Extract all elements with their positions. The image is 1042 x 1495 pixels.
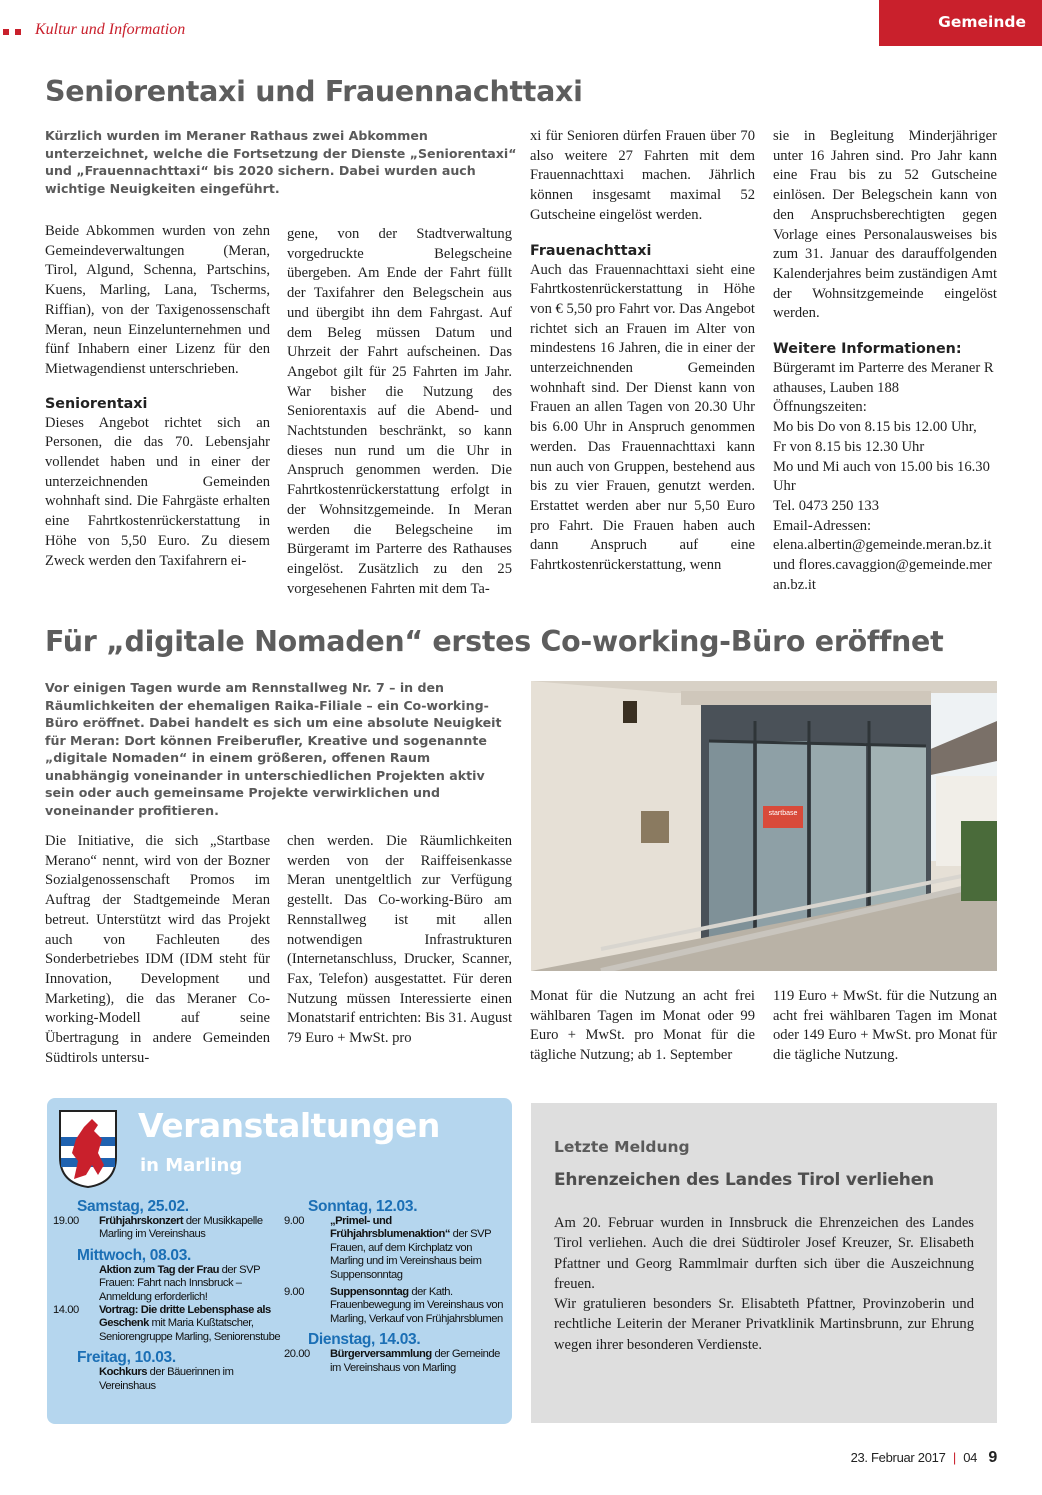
paragraph: xi für Senioren dürfen Frauen über 70 also weitere 27 Fahrten mit dem Frauennachttaxi machen. Jährlich können insgesamt maximal 52 Gutscheine eingelöst werden. <box>530 128 755 223</box>
footer-divider: | <box>952 1450 956 1465</box>
paragraph: Die Initiative, die sich „Startbase Merano“ nennt, wird von der Bozner Sozialgenossenschaft Promos im Auftrag der Stadtgemeinde Meran betreut. Unterstützt wird das Projekt auch von Fachleuten des Sonderbetriebes IDM (IDM steht für Innovation, Development und Marketing), die das Meraner Co-working-Modell auf seine Übertragung in andere Gemeinden Südtirols untersu- <box>45 833 270 1066</box>
article-column-1 <box>45 222 270 571</box>
info-block <box>773 359 997 595</box>
square-icon <box>15 29 21 35</box>
paragraph: chen werden. Die Räumlichkeiten werden von der Raiffeisenkasse Meran unentgeltlich zur Verfügung gestellt. Das Co-working-Büro am Rennstallweg ist mit allen notwendigen Infrastrukturen (Internetanschluss, Drucker, Scanner, Fax, Telefon) ausgestattet. Für deren Nutzung müssen Interessierte einen Monatstarif entrichten: Bis 31. August 79 Euro + MwSt. pro <box>287 833 512 1047</box>
page-number: 9 <box>988 1449 997 1466</box>
event-day: Sonntag, 12.03. <box>308 1198 418 1215</box>
events-subtitle: in Marling <box>140 1155 243 1176</box>
info-line: Öffnungszeiten: <box>773 399 867 416</box>
event-day: Mittwoch, 08.03. <box>77 1246 192 1264</box>
event-day: Freitag, 10.03. <box>77 1349 176 1367</box>
building-photo-illustration <box>531 681 997 971</box>
paragraph: 119 Euro + MwSt. für die Nutzung an acht frei wählbaren Tagen im Monat oder 149 Euro + MwSt. pro Monat für die tägliche Nutzung. <box>773 988 997 1064</box>
issue-date: 23. Februar 2017 <box>850 1450 946 1465</box>
event-list-left <box>53 1198 281 1393</box>
paragraph: Dieses Angebot richtet sich an Personen, die das 70. Lebensjahr vollendet haben und in einer der unterzeichnenden Gemeinden wohnhaft sind. Die Fahrgäste erhalten eine Fahrtkostenrückerstattung in Höhe von 5,50 Euro. Zu diesem Zweck werden den Taxifahrern ei- <box>45 414 270 569</box>
news-box <box>531 1103 997 1423</box>
article-column-3 <box>530 127 755 576</box>
article-title: Seniorentaxi und Frauennachttaxi <box>45 75 583 108</box>
article-column-2 <box>287 225 512 599</box>
info-line: Email-Adressen: <box>773 517 872 534</box>
article-column-1 <box>45 127 521 197</box>
event-item: Aktion zum Tag der Frau der SVP Frauen: Fahrt nach Innsbruck – Anmeldung erforderlich! <box>99 1263 260 1303</box>
paragraph: Wir gratulieren besonders Sr. Elisabteth Pfattner, Provinzoberin und rechtliche Leiterin der Meraner Privatklinik Martinsbrunn, zur Ehrung wegen ihrer besonderen Verdienste. <box>554 1296 974 1353</box>
event-list-right <box>284 1198 506 1375</box>
event-item: 19.00 Frühjahrskonzert der Musikkapelle Marling im Vereinshaus <box>53 1215 263 1241</box>
subheading: Weitere Informationen: <box>773 341 962 358</box>
article-column-4 <box>773 987 997 1066</box>
event-day: Dienstag, 14.03. <box>308 1331 421 1349</box>
issue-number: 04 <box>963 1450 978 1465</box>
page-footer <box>851 1449 997 1467</box>
section-label: Kultur und Information <box>35 21 186 38</box>
news-title: Ehrenzeichen des Landes Tirol verliehen <box>554 1170 934 1190</box>
info-line: Fr von 8.15 bis 12.30 Uhr <box>773 438 925 455</box>
header-bar <box>0 20 870 44</box>
article-title: Für „digitale Nomaden“ erstes Co-working-Büro eröffnet <box>45 625 944 658</box>
news-kicker: Letzte Meldung <box>554 1138 690 1156</box>
paragraph: Monat für die Nutzung an acht frei wählbaren Tagen im Monat oder 99 Euro + MwSt. pro Monat für die tägliche Nutzung; ab 1. September <box>530 988 755 1064</box>
article-column-1 <box>45 832 270 1068</box>
article-column-2 <box>287 832 512 1049</box>
info-line: Bürgeramt im Parterre des Meraner Rathauses, Lauben 188 <box>773 360 994 396</box>
article-lead: Kürzlich wurden im Meraner Rathaus zwei Abkommen unterzeichnet, welche die Fortsetzung der Dienste „Seniorentaxi“ und „Frauennachttaxi“ bis 2020 sichern. Dabei wurden auch wichtige Neuigkeiten eingeführt. <box>45 128 517 196</box>
event-item: Kochkurs der Bäuerinnen im Vereinshaus <box>99 1366 234 1392</box>
subheading: Frauenachttaxi <box>530 242 652 259</box>
paragraph: gene, von der Stadtverwaltung vorgedruckte Belegscheine übergeben. Am Ende der Fahrt füllt der Taxifahrer den Belegschein aus und übergibt ihn dem Fahrgast. Auf dem Beleg müssen Datum und Uhrzeit der Fahrt aufscheinen. Das Angebot gilt für 25 Fahrten im Jahr. War bisher die Nutzung des Seniorentaxis auf die Abend- und Nachtstunden beschränkt, so kann dieses nun rund um die Uhr in Anspruch genommen werden. Die Fahrtkostenrückerstattung erfolgt in der Wohnsitzgemeinde. In Meran werden die Belegscheine im Bürgeramt im Parterre des Rathauses eingelöst. Zusätzlich zu den 25 vorgesehenen Fahrten mit dem Ta- <box>287 226 512 597</box>
article-column-4 <box>773 127 997 595</box>
paragraph: Auch das Frauennachttaxi sieht eine Fahrtkostenrückerstattung in Höhe von € 5,50 pro Fahrt vor. Das Angebot richtet sich an Frauen im Alter von mindestens 16 Jahren, die in einer der unterzeichnenden Gemeinden wohnhaft sind. Der Dienst kann von Frauen an allen Tagen von 20.30 Uhr bis 6.00 Uhr in Anspruch genommen werden. Das Frauennachttaxi kann nun auch von Gruppen, bestehend aus bis zu vier Frauen, genutzt werden. Erstattet werden aber nur 5,50 Euro pro Fahrt. Die Frauen haben auch dann Anspruch auf eine Fahrtkostenrückerstattung, wenn <box>530 261 755 574</box>
building-photo <box>531 681 997 971</box>
coat-of-arms-icon <box>58 1109 118 1189</box>
email-line: elena.albertin@gemeinde.meran.bz.it und flores.cavaggion@gemeinde.meran.bz.it <box>773 537 992 593</box>
events-box <box>47 1098 512 1424</box>
paragraph: Beide Abkommen wurden von zehn Gemeindeverwaltungen (Meran, Tirol, Algund, Schenna, Partschins, Kuens, Marling, Lana, Tscherms, Riffian), von der Taxigenossenschaft Meran, neun Einzelunternehmen und fünf Inhabern einer Lizenz für den Mietwagendienst unterschrieben. <box>45 223 270 377</box>
paragraph: Am 20. Februar wurden in Innsbruck die Ehrenzeichen des Landes Tirol verliehen. Auch die drei Südtiroler Josef Kreuzer, Sr. Elisabeth Pfattner und Georg Rammlmair durften sich über die Auszeichnung freuen. <box>554 1215 974 1292</box>
section-tab-label: Gemeinde <box>938 13 1026 31</box>
info-line: Mo bis Do von 8.15 bis 12.00 Uhr, <box>773 419 977 436</box>
info-line: Mo und Mi auch von 15.00 bis 16.30 Uhr <box>773 458 990 495</box>
article-lead-block <box>45 679 513 819</box>
section-tab <box>879 0 1042 46</box>
square-icon <box>3 29 9 35</box>
event-item: 14.00 Vortrag: Die dritte Lebensphase als Geschenk mit Maria Kußtatscher, Seniorengruppe Marling, Seniorenstube <box>53 1304 281 1343</box>
article-lead: Vor einigen Tagen wurde am Rennstallweg Nr. 7 – in den Räumlichkeiten der ehemaligen Raika-Filiale – ein Co-working-Büro eröffnet. Dabei handelt es sich um eine absolute Neuigkeit für Meran: Dort können Freiberufler, Kreative und sogenannte „digitale Nomaden“ in einem größeren, offenen Raum unabhängig voneinander in unterschiedlichen Projekten aktiv sein oder auch gemeinsame Projekte verwirklichen und voneinander profitieren. <box>45 680 502 818</box>
info-line: Tel. 0473 250 133 <box>773 497 879 514</box>
event-item: 9.00 „Primel- und Frühjahrsblumenaktion“ der SVP Frauen, auf dem Kirchplatz von Marling und im Vereinshaus beim Suppensonntag <box>284 1215 491 1281</box>
paragraph: sie in Begleitung Minderjähriger unter 16 Jahren sind. Pro Jahr kann eine Frau bis zu 52 Gutscheine einlösen. Der Belegschein kann von den Anspruchsberechtigten gegen Vorlage eines Personalausweises bis zum 31. Januar des darauffolgenden Kalenderjahres beim zuständigen Amt der Wohnsitzgemeinde eingelöst werden. <box>773 128 997 322</box>
event-item: 20.00 Bürgerversammlung der Gemeinde im Vereinshaus von Marling <box>284 1348 500 1374</box>
subheading: Seniorentaxi <box>45 395 148 412</box>
events-title: Veranstaltungen <box>138 1106 440 1145</box>
door-sign: startbase <box>768 810 798 817</box>
article-column-3 <box>530 987 755 1066</box>
news-body <box>554 1213 974 1355</box>
event-day: Samstag, 25.02. <box>77 1198 189 1215</box>
event-item: 9.00 Suppensonntag der Kath. Frauenbewegung im Vereinshaus von Marling, Verkauf von Frühjahrsblumen <box>284 1286 503 1325</box>
